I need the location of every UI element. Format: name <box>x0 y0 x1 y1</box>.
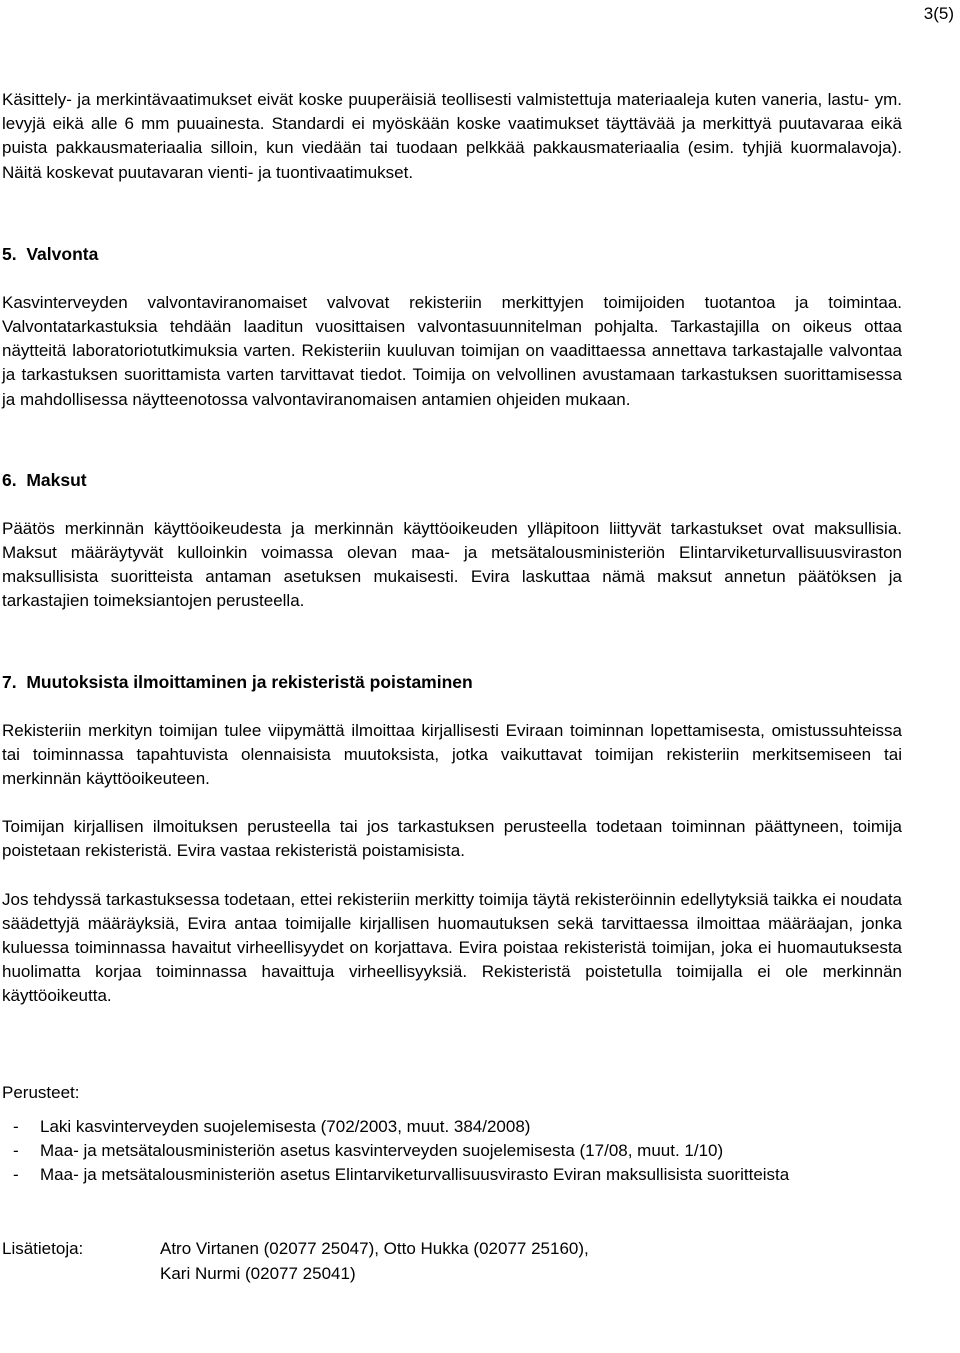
list-item <box>2 1115 902 1139</box>
muutoksista-paragraph-3: Jos tehdyssä tarkastuksessa todetaan, ettei rekisteriin merkitty toimija täytä rekisteröinnin edellytyksiä taikka ei noudata säädettyjä määräyksiä, Evira antaa toimijalle kirjallisen huomautuksen sekä tarvittaessa ilmoittaa määräajan, jonka kuluessa toiminnassa havaitut virheellisyydet on korjattava. Evira poistaa rekisteristä toimijan, joka ei huomautuksesta huolimatta korjaa toiminnassa havaittuja virheellisyyksiä. Rekisteristä poistetulla toimijalla ei ole merkinnän käyttöoikeutta. <box>2 889 902 1006</box>
section-number: 6. <box>2 469 17 490</box>
muutoksista-paragraph-1: Rekisteriin merkityn toimijan tulee viipymättä ilmoittaa kirjallisesti Eviraan toiminnan lopettamisesta, omistussuhteissa tai toiminnassa tapahtuvista olennaisista muutoksista, jotka vaikuttavat toimijan rekisteriin merkitsemiseen tai merkinnän käyttöoikeuteen. <box>2 720 902 789</box>
page-number: 3(5) <box>923 4 954 23</box>
list-item <box>2 1163 902 1187</box>
perusteet-label: Perusteet: <box>2 1082 80 1102</box>
section-title: Valvonta <box>26 243 99 264</box>
section-number: 5. <box>2 243 17 264</box>
section-number: 7. <box>2 671 17 692</box>
section-heading-muutoksista <box>2 670 902 694</box>
maksut-paragraph: Päätös merkinnän käyttöoikeudesta ja merkinnän käyttöoikeuden ylläpitoon liittyvät tarkastukset ovat maksullisia. Maksut määräytyvät kulloinkin voimassa olevan maa- ja metsätalousministeriön Elintarviketurvallisuusviraston maksullisista suoritteista antaman asetuksen mukaisesti. Evira laskuttaa nämä maksut annetun päätöksen ja tarkastajien toimeksiantojen perusteella. <box>2 518 902 611</box>
section-title: Muutoksista ilmoittaminen ja rekisteristä poistaminen <box>26 671 473 692</box>
intro-paragraph: Käsittely- ja merkintävaatimukset eivät koske puuperäisiä teollisesti valmistettuja materiaaleja kuten vaneria, lastu- ym. levyjä eikä alle 6 mm puuainesta. Standardi ei myöskään koske vaatimukset täyttävää ja merkittyä puutavaraa eikä puista pakkausmateriaalia silloin, kun viedään tai tuodaan pelkkää pakkausmateriaalia (esim. tyhjiä kuormalavoja). Näitä koskevat puutavaran vienti- ja tuontivaatimukset. <box>2 90 902 182</box>
perusteet-list <box>2 1115 902 1188</box>
section-heading-valvonta <box>2 242 902 266</box>
document-body <box>2 88 902 1286</box>
contact-line-2: Kari Nurmi (02077 25041) <box>160 1263 356 1283</box>
list-item-text: Laki kasvinterveyden suojelemisesta (702/2003, muut. 384/2008) <box>40 1116 531 1136</box>
contact-info <box>2 1237 902 1285</box>
contact-line-1: Atro Virtanen (02077 25047), Otto Hukka (02077 25160), <box>160 1239 589 1259</box>
valvonta-paragraph: Kasvinterveyden valvontaviranomaiset valvovat rekisteriin merkittyjen toimijoiden tuotantoa ja toimintaa. Valvontatarkastuksia tehdään laaditun vuosittaisen valvontasuunnitelman pohjalta. Tarkastajilla on oikeus ottaa näytteitä laboratoriotutkimuksia varten. Rekisteriin kuuluvan toimijan on vaadittaessa annettava tarkastajalle valvontaa ja tarkastuksen suorittamista varten tarvittavat tiedot. Toimija on velvollinen avustamaan tarkastuksen suorittamisessa ja mahdollisessa näytteenotossa valvontaviranomaisen antamien ohjeiden mukaan. <box>2 292 902 409</box>
section-heading-maksut <box>2 468 902 492</box>
list-item-text: Maa- ja metsätalousministeriön asetus kasvinterveyden suojelemisesta (17/08, muut. 1/10) <box>40 1141 724 1161</box>
contact-label: Lisätietoja: <box>2 1239 84 1259</box>
contact-names <box>160 1237 902 1285</box>
muutoksista-paragraph-2: Toimijan kirjallisen ilmoituksen perusteella tai jos tarkastuksen perusteella todetaan toiminnan päättyneen, toimija poistetaan rekisteristä. Evira vastaa rekisteristä poistamisista. <box>2 817 902 861</box>
list-dash: - <box>13 1165 19 1185</box>
list-item <box>2 1139 902 1163</box>
list-item-text: Maa- ja metsätalousministeriön asetus Elintarviketurvallisuusvirasto Eviran maksullisista suoritteista <box>40 1165 790 1185</box>
section-title: Maksut <box>26 469 87 490</box>
list-dash: - <box>13 1141 19 1161</box>
list-dash: - <box>13 1116 19 1136</box>
